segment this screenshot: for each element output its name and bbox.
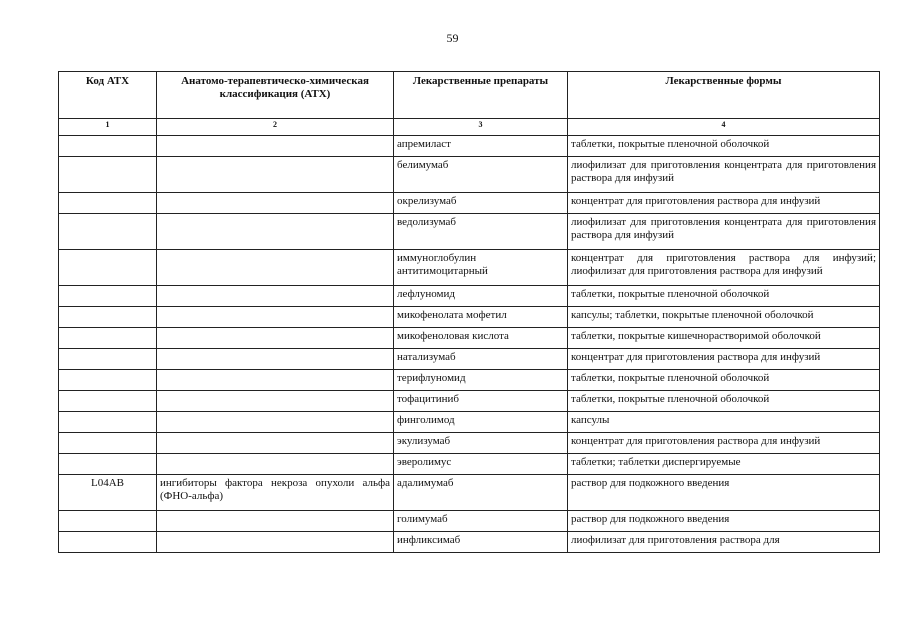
dosage-form-cell: раствор для подкожного введения [568,511,880,532]
dosage-form-cell: таблетки, покрытые кишечнорастворимой оболочкой [568,328,880,349]
table-row [59,307,880,328]
dosage-form-cell: таблетки; таблетки диспергируемые [568,454,880,475]
drug-cell: экулизумаб [394,433,568,454]
classification-cell [157,532,394,553]
dosage-form-cell: лиофилизат для приготовления концентрата для приготовления раствора для инфузий [568,214,880,250]
atc-code-cell [59,307,157,328]
drug-cell: лефлуномид [394,286,568,307]
table-row [59,475,880,511]
table-row [59,286,880,307]
atc-code-cell [59,136,157,157]
classification-cell [157,349,394,370]
drug-cell: микофеноловая кислота [394,328,568,349]
classification-cell [157,433,394,454]
drug-cell: микофенолата мофетил [394,307,568,328]
drug-cell: терифлуномид [394,370,568,391]
atc-code-cell [59,214,157,250]
classification-cell [157,412,394,433]
classification-cell [157,370,394,391]
table-row [59,193,880,214]
page-number: 59 [446,31,459,45]
dosage-form-cell: таблетки, покрытые пленочной оболочкой [568,391,880,412]
classification-cell [157,307,394,328]
table-row [59,328,880,349]
dosage-form-cell: раствор для подкожного введения [568,475,880,511]
atc-code-cell [59,391,157,412]
drug-cell: финголимод [394,412,568,433]
drug-cell: иммуноглобулин антитимоцитарный [394,250,568,286]
classification-cell [157,286,394,307]
atc-code-cell: L04AB [59,475,157,511]
atc-code-cell [59,193,157,214]
drug-cell: инфликсимаб [394,532,568,553]
table-row [59,370,880,391]
header-atc-classification: Анатомо-терапевтическо-химическая классификация (АТХ) [157,72,394,119]
table-row [59,391,880,412]
dosage-form-cell: концентрат для приготовления раствора для инфузий [568,193,880,214]
table-row [59,214,880,250]
atc-code-cell [59,412,157,433]
atc-drug-table [58,71,880,553]
dosage-form-cell: концентрат для приготовления раствора для инфузий [568,349,880,370]
classification-cell [157,250,394,286]
atc-code-cell [59,286,157,307]
dosage-form-cell: лиофилизат для приготовления концентрата для приготовления раствора для инфузий [568,157,880,193]
drug-cell: тофацитиниб [394,391,568,412]
classification-cell [157,136,394,157]
atc-code-cell [59,349,157,370]
table-row [59,454,880,475]
table-row [59,532,880,553]
table-row [59,136,880,157]
dosage-form-cell: таблетки, покрытые пленочной оболочкой [568,136,880,157]
atc-code-cell [59,433,157,454]
dosage-form-cell: лиофилизат для приготовления раствора для [568,532,880,553]
drug-cell: адалимумаб [394,475,568,511]
drug-cell: натализумаб [394,349,568,370]
column-number: 4 [568,119,880,136]
header-drugs: Лекарственные препараты [394,72,568,119]
dosage-form-cell: капсулы; таблетки, покрытые пленочной оболочкой [568,307,880,328]
dosage-form-cell: капсулы [568,412,880,433]
classification-cell [157,214,394,250]
classification-cell: ингибиторы фактора некроза опухоли альфа (ФНО-альфа) [157,475,394,511]
dosage-form-cell: таблетки, покрытые пленочной оболочкой [568,286,880,307]
classification-cell [157,511,394,532]
column-number: 2 [157,119,394,136]
atc-code-cell [59,511,157,532]
table-row [59,511,880,532]
dosage-form-cell: концентрат для приготовления раствора для инфузий [568,433,880,454]
column-number-row [59,119,880,136]
header-atc-code: Код АТХ [59,72,157,119]
classification-cell [157,328,394,349]
classification-cell [157,193,394,214]
atc-code-cell [59,370,157,391]
drug-cell: эверолимус [394,454,568,475]
atc-code-cell [59,454,157,475]
atc-code-cell [59,157,157,193]
classification-cell [157,454,394,475]
drug-cell: окрелизумаб [394,193,568,214]
atc-code-cell [59,328,157,349]
column-number: 3 [394,119,568,136]
table-row [59,157,880,193]
header-dosage-forms: Лекарственные формы [568,72,880,119]
classification-cell [157,157,394,193]
dosage-form-cell: концентрат для приготовления раствора для инфузий; лиофилизат для приготовления раствора для инфузий [568,250,880,286]
drug-cell: голимумаб [394,511,568,532]
drug-cell: белимумаб [394,157,568,193]
classification-cell [157,391,394,412]
drug-cell: апремиласт [394,136,568,157]
header-row [59,72,880,119]
table-row [59,433,880,454]
table-row [59,412,880,433]
table-row [59,349,880,370]
atc-code-cell [59,250,157,286]
drug-cell: ведолизумаб [394,214,568,250]
dosage-form-cell: таблетки, покрытые пленочной оболочкой [568,370,880,391]
column-number: 1 [59,119,157,136]
table-row [59,250,880,286]
atc-code-cell [59,532,157,553]
